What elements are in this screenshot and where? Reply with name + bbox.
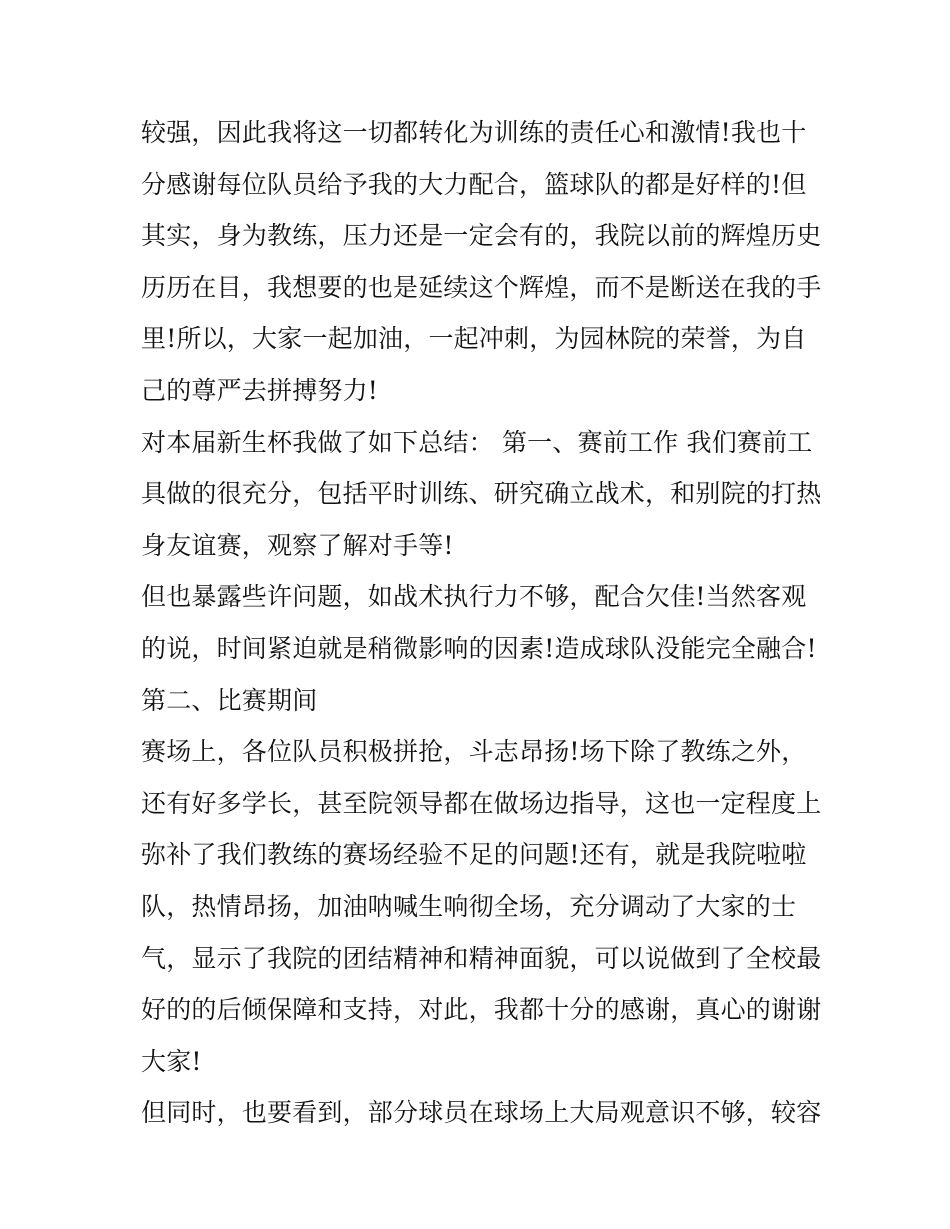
text-line: 分感谢每位队员给予我的大力配合，篮球队的都是好样的!但 <box>141 169 807 199</box>
text-line: 队，热情昂扬，加油呐喊生响彻全场，充分调动了大家的士 <box>141 891 797 921</box>
text-line: 历历在目，我想要的也是延续这个辉煌，而不是断送在我的手 <box>141 272 822 302</box>
text-line: 还有好多学长，甚至院领导都在做场边指导，这也一定程度上 <box>141 788 822 818</box>
document-body-text <box>141 107 821 1139</box>
text-line: 好的的后倾保障和支持，对此，我都十分的感谢，真心的谢谢 <box>141 995 822 1025</box>
text-line: 但也暴露些许问题，如战术执行力不够，配合欠佳!当然客观 <box>141 582 807 612</box>
text-line: 其实，身为教练，压力还是一定会有的，我院以前的辉煌历史 <box>141 221 822 251</box>
text-line: 赛场上，各位队员积极拼抢，斗志昂扬!场下除了教练之外， <box>141 737 807 767</box>
text-line: 弥补了我们教练的赛场经验不足的问题!还有，就是我院啦啦 <box>141 840 807 870</box>
section-heading-line: 第二、比赛期间 <box>141 685 318 715</box>
text-line: 具做的很充分，包括平时训练、研究确立战术，和别院的打热 <box>141 479 822 509</box>
text-line: 己的尊严去拼搏努力! <box>141 375 379 405</box>
text-line: 大家! <box>141 1046 202 1076</box>
text-line: 身友谊赛，观察了解对手等! <box>141 530 454 560</box>
text-line: 对本届新生杯我做了如下总结： 第一、赛前工作 我们赛前工 <box>141 427 813 457</box>
text-line: 气，显示了我院的团结精神和精神面貌，可以说做到了全校最 <box>141 943 822 973</box>
text-line: 较强，因此我将这一切都转化为训练的责任心和激情!我也十 <box>141 118 807 147</box>
text-line: 的说，时间紧迫就是稍微影响的因素!造成球队没能完全融合! <box>141 633 817 663</box>
text-line: 但同时，也要看到，部分球员在球场上大局观意识不够，较容 <box>141 1098 822 1128</box>
text-line: 里!所以，大家一起加油，一起冲刺，为园林院的荣誉，为自 <box>141 324 807 354</box>
